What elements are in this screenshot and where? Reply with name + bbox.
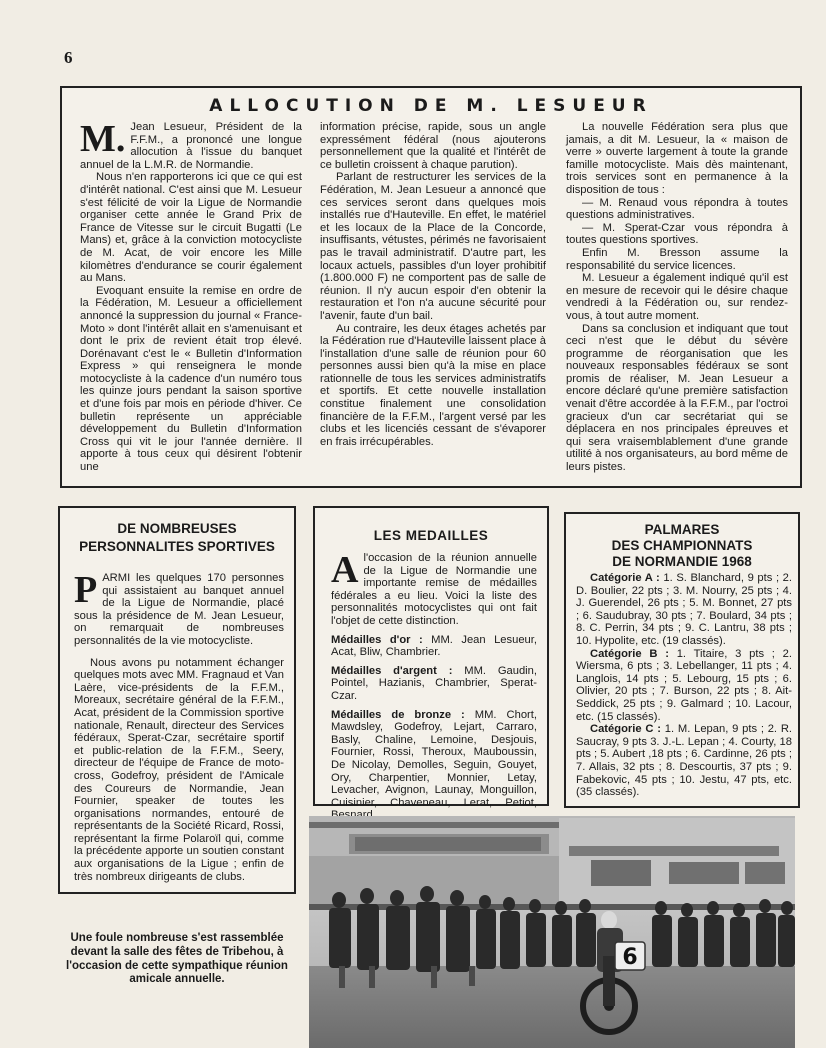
race-number-plate: 6 — [622, 945, 638, 970]
palmares-category-b — [576, 648, 792, 724]
allocution-paragraph: La nouvelle Fédération sera plus que jamais, a dit M. Lesueur, la « maison de verre » ouverte largement à toute la grande famille motocycliste. Mais dès maintenant, trois services sont en permanence à la disposition de tous : — [566, 121, 788, 196]
allocution-paragraph: — M. Renaud vous répondra à toutes questions administratives. — [566, 196, 788, 222]
allocution-paragraph: Enfin M. Bresson assume la responsabilité du service licences. — [566, 246, 788, 272]
medal-label: Médailles d'or : — [331, 633, 423, 646]
title-line: PALMARES — [644, 522, 720, 537]
medailles-title: LES MEDAILLES — [373, 528, 489, 543]
medailles-or — [331, 634, 537, 659]
photo-caption: Une foule nombreuse s'est rassemblée devant la salle des fêtes de Tribehou, à l'occasion de cette sympathique réunion amicale annuelle. — [66, 932, 288, 986]
drop-cap: P — [74, 569, 98, 611]
category-label: Catégorie A : — [590, 572, 660, 584]
category-label: Catégorie C : — [590, 723, 661, 736]
medal-label: Médailles d'argent : — [331, 664, 453, 677]
allocution-column-2 — [320, 121, 546, 448]
allocution-paragraph: M. Lesueur a également indiqué qu'il est en mesure de recevoir qui le désire chaque vendredi à la Fédération ou, sur rendez-vous, à tout autre moment. — [566, 272, 788, 322]
title-line: DES CHAMPIONNATS — [611, 538, 753, 553]
personnalites-paragraph: Nous avons pu notamment échanger quelques mots avec MM. Fragnaud et Van Laère, vice-présidents de la F.F.M., Moreaux, secrétaire général de la F.F.M., Acat, président de la Commission sportive nationale, Renault, directeur des Services fédéraux, Sperat-Czar, secrétaire sportif et public-relation de la F.F.M., Seery, directeur de l'équipe de France de moto-cross, Godefroy, président de l'Amicale des Coureurs de Normandie, Jean Fournier, speaker de toutes les organisations normandes, entouré de représentants de la Société Ricard, Rossi, représentant la firme Polaroïl qui, comme la précédente apporte un soutien constant aux organisations de la Ligue ; enfin de très nombreux dirigeants de clubs. — [74, 656, 284, 883]
medailles-bronze — [331, 709, 537, 822]
palmares-title — [566, 522, 798, 570]
palmares-article — [564, 512, 800, 808]
personnalites-article — [58, 506, 296, 894]
category-results: 1. Titaire, 3 pts ; 2. Wiersma, 6 pts ; 3. Lebellanger, 11 pts ; 4. Langlois, 14 pts ; 5. Lebourg, 15 pts ; 6. Olivier, 20 pts ; 7. Burson, 22 pts ; 8. Ait-Seddick, 25 pts ; 9. Galmard ; 10. Lacour, etc. (15 classés). — [576, 647, 793, 723]
title-line: DE NOMBREUSES — [117, 521, 237, 536]
medailles-intro — [331, 549, 537, 628]
allocution-paragraph: Au contraire, les deux étages achetés par la Fédération rue d'Hauteville laissent place à l'installation d'une salle de réunion pour 60 personnes aussi bien qu'à la mise en place rationnelle de tous les services administratifs et sportifs. Et cette nouvelle installation constitue finalement une consolidation financière de la F.F.M., l'argent versé par les clubs et les licenciés cessant de s'évaporer en frais irrécupérables. — [320, 322, 546, 448]
category-label: Catégorie B : — [590, 647, 669, 660]
drop-cap: A — [331, 549, 359, 591]
title-line: DE NORMANDIE 1968 — [612, 554, 752, 569]
medailles-argent — [331, 665, 537, 703]
page-number: 6 — [64, 48, 73, 67]
medal-recipients: MM. Jean Lesueur, Acat, Bliw, Chambrier. — [331, 633, 537, 659]
paragraph-text: l'occasion de la réunion annuelle de la Ligue de Normandie une importante remise de médailles fédérales a eu lieu. Voici la liste des personnalités motocyclistes qui ont fait l'objet de cette distinction. — [331, 552, 537, 627]
paragraph-text: ARMI les quelques 170 personnes qui assistaient au banquet annuel de la Ligue de Normandie, placé sous la présidence de M. Jean Lesueur, on remarquait de nombreuses personnalités de la vie motocycliste. — [74, 572, 284, 647]
personnalites-paragraph — [74, 569, 284, 648]
allocution-paragraph: Nous n'en rapporterons ici que ce qui est d'intérêt national. C'est ainsi que M. Lesueur s'est félicité de voir la Ligue de Normandie organiser cette année le Grand Prix de France de Vitesse sur le circuit Bugatti (Le Mans) et, grâce à la conviction motocycliste de M. Acat, de voir encore les Mille kilomètres d'endurance se courir également au Mans. — [80, 171, 302, 285]
allocution-paragraph: Evoquant ensuite la remise en ordre de la Fédération, M. Lesueur a officiellement annoncé la suppression du journal « France-Moto » dont l'intérêt allait en s'amenuisant et dont le prix de revient était trop élevé. Dorénavant c'est le « Bulletin d'Information Express » qui renseignera le monde motocycliste à la cadence d'un numéro tous les quinze jours pendant la saison sportive et d'une fois par mois en période d'hiver. Ce bulletin représente un appréciable développement du Bulletin d'Information Cross qui vit le jour l'année dernière. Il apporte à tous ceux qui désirent l'obtenir une — [80, 284, 302, 474]
allocution-paragraph: Parlant de restructurer les services de la Fédération, M. Jean Lesueur a annoncé que ces services seront dans quelques mois installés rue d'Hauteville. En effet, le matériel et les locaux de la Place de la Concorde, insuffisants, vétustes, périmés ne favorisaient pas le travail administratif. D'autre part, les locaux actuels, passibles d'un loyer prohibitif (1.800.000 F) ne comportent pas de salle de réunion. Il n'y aucun espoir d'en obtenir la restauration et l'on n'a aucune sécurité pour l'avenir, faute d'un bail. — [320, 171, 546, 322]
medal-recipients: MM. Chort, Mawdsley, Godefroy, Lejart, Carraro, Basly, Chaline, Lemoine, Desjouis, Fournier, Rossi, Theroux, Mauboussin, De Nicolay, Demolles, Seguin, Gouyet, Ory, Charpentier, Monnier, Letay, Levacher, Avignon, Launay, Monguillon, Cuisinier, Chaveneau, Lerat, Petiot, — [331, 708, 537, 809]
allocution-column-1 — [80, 118, 302, 474]
paragraph-text: Jean Lesueur, Président de la F.F.M., a prononcé une longue allocution à l'issue du banquet annuel de la L.M.R. de Normandie. — [80, 121, 302, 171]
crowd-photo — [309, 816, 795, 1048]
title-line: PERSONNALITES SPORTIVES — [79, 539, 275, 554]
palmares-category-a — [576, 572, 792, 648]
personnalites-body — [74, 569, 284, 883]
medal-label: Médailles de bronze : — [331, 708, 465, 721]
category-results: 1. M. Lepan, 9 pts ; 2. R. Saucray, 9 pts 3. J.-L. Lepan ; 4. Courty, 18 pts ; 5. Aubert ,18 pts ; 6. Cardinne, 26 pts ; 7. Allais, 32 pts ; 8. Descourtis, 37 pts ; 9. Fabekovic, 45 pts ; 10. Jestu, 47 pts, etc. (35 classés). — [576, 723, 793, 799]
medailles-article — [313, 506, 549, 809]
allocution-article — [60, 86, 802, 488]
drop-cap: M. — [80, 118, 126, 160]
category-results: 1. S. Blanchard, 9 pts ; 2. D. Boulier, 22 pts ; 3. M. Nourry, 25 pts ; 4. J. Guerendel, 26 pts ; 5. M. Bonnet, 27 pts ; 6. Saudubray, 30 pts ; 7. Boulard, 34 pts ; 8. C. Perrin, 34 pts ; 9. C. Lantru, 38 pts ; 10. Hypolite, etc. (19 classés). — [576, 572, 793, 647]
allocution-column-3 — [566, 121, 788, 474]
allocution-paragraph — [80, 118, 302, 171]
crowd-photo-illustration — [309, 816, 795, 1048]
personnalites-title — [60, 520, 294, 556]
allocution-paragraph: Dans sa conclusion et indiquant que tout ceci n'est que le début du sévère programme de réorganisation que les nouveaux responsables fédéraux se sont promis de réaliser, M. Jean Lesueur a encore déclaré qu'une première satisfaction venait d'être accordée à la F.F.M., par l'octroi gracieux d'un car secrétariat qui se déplacera en nos principales épreuves et qui sera vraisemblablement d'une grande utilité à nos organisateurs, au bord même de leurs pistes. — [566, 322, 788, 474]
allocution-paragraph: information précise, rapide, sous un angle expressément fédéral (nous ajouterons personnellement que la qualité et l'intérêt de ce bulletin croissent à chaque parution). — [320, 121, 546, 171]
palmares-category-c — [576, 723, 792, 799]
medal-recipients: MM. Gaudin, Pointel, Hazianis, Chambrier, Sperat-Czar. — [331, 664, 537, 702]
allocution-paragraph: — M. Sperat-Czar vous répondra à toutes questions sportives. — [566, 221, 788, 247]
allocution-title: ALLOCUTION DE M. LESUEUR — [209, 96, 653, 116]
medailles-body — [331, 549, 537, 822]
palmares-body — [576, 572, 792, 799]
